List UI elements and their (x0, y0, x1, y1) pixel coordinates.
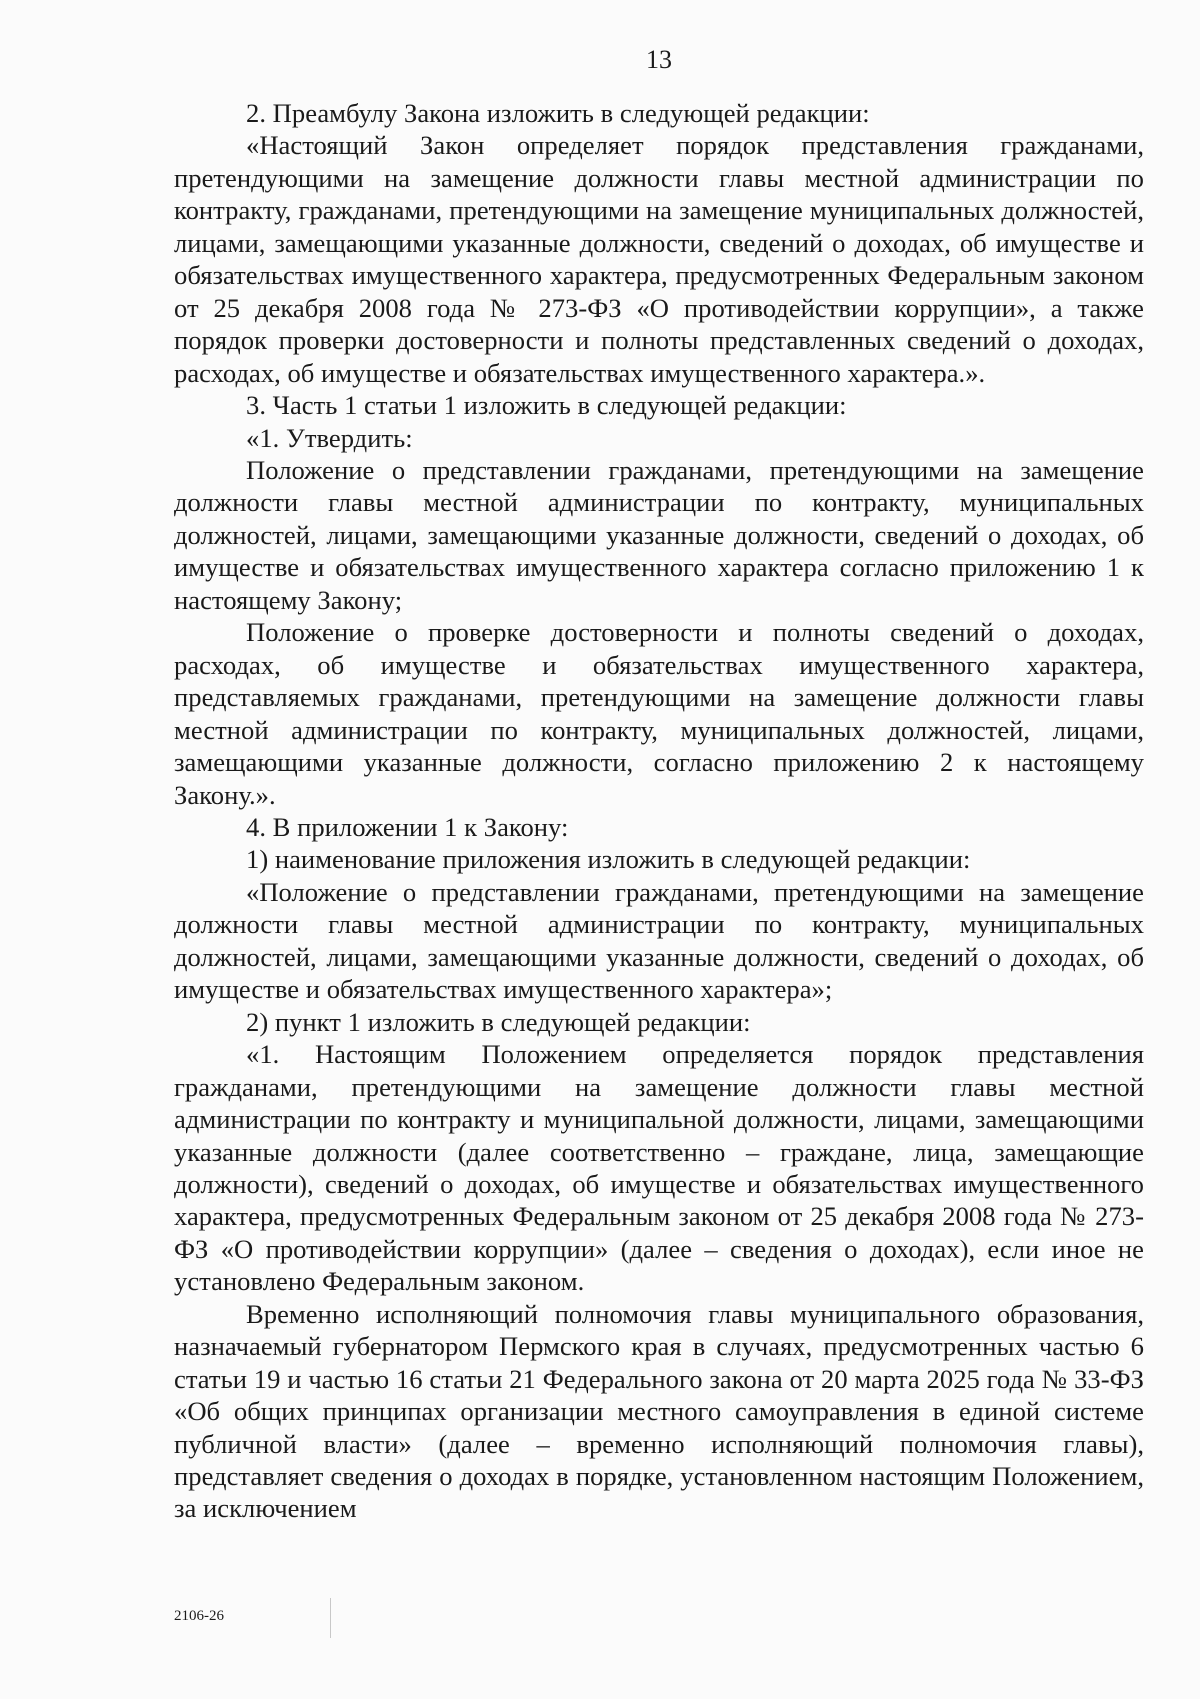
paragraph-preamble-text: «Настоящий Закон определяет порядок представления гражданами, претендующими на замещение должности главы местной администрации по контракту, гражданами, претендующими на замещение муниципальных должностей, лицами, замещающими указанные должности, сведений о доходах, об имуществе и обязательствах имущественного характера, предусмотренных Федеральным законом от 25 декабря 2008 года № 273-ФЗ «О противодействии коррупции», а также порядок проверки достоверности и полноты представленных сведений о доходах, расходах, об имуществе и обязательствах имущественного характера.». (174, 130, 1144, 388)
paragraph-regulation-2: Положение о проверке достоверности и полноты сведений о доходах, расходах, об имуществе и обязательствах имущественного характера, представляемых гражданами, претендующими на замещение должности главы местной администрации по контракту, муниципальных должностей, лицами, замещающими указанные должности, согласно приложению 2 к настоящему Закону.». (174, 617, 1144, 810)
paragraph-subitem-2: 2) пункт 1 изложить в следующей редакции: (246, 1006, 751, 1037)
footer-document-code: 2106-26 (174, 1608, 224, 1624)
paragraph-item-4-heading: 4. В приложении 1 к Закону: (246, 811, 569, 842)
document-body (174, 97, 1144, 1525)
paragraph-appendix-title: «Положение о представлении гражданами, претендующими на замещение должности главы местной администрации по контракту, муниципальных должностей, лицами, замещающими указанные должности, сведений о доходах, об имуществе и обязательствах имущественного характера»; (174, 876, 1144, 1005)
paragraph-acting-head: Временно исполняющий полномочия главы муниципального образования, назначаемый губернатором Пермского края в случаях, предусмотренных частью 6 статьи 19 и частью 16 статьи 21 Федерального закона от 20 марта 2025 года № 33-ФЗ «Об общих принципах организации местного самоуправления в единой системе публичной власти» (далее – временно исполняющий полномочия главы), представляет сведения о доходах в порядке, установленном настоящим Положением, за исключением (174, 1298, 1144, 1524)
page-number: 13 (646, 45, 672, 74)
paragraph-item-3-heading: 3. Часть 1 статьи 1 изложить в следующей редакции: (246, 390, 847, 421)
paragraph-regulation-1: Положение о представлении гражданами, претендующими на замещение должности главы местной администрации по контракту, муниципальных должностей, лицами, замещающими указанные должности, сведений о доходах, об имуществе и обязательствах имущественного характера согласно приложению 1 к настоящему Закону; (174, 454, 1144, 615)
paragraph-approve: «1. Утвердить: (246, 422, 413, 453)
paragraph-clause-1: «1. Настоящим Положением определяется порядок представления гражданами, претендующими на замещение должности главы местной администрации по контракту и муниципальной должности, лицами, замещающими указанные должности (далее соответственно – граждане, лица, замещающие должности), сведений о доходах, об имуществе и обязательствах имущественного характера, предусмотренных Федеральным законом от 25 декабря 2008 года № 273-ФЗ «О противодействии коррупции» (далее – сведения о доходах), если иное не установлено Федеральным законом. (174, 1039, 1144, 1297)
paragraph-subitem-1: 1) наименование приложения изложить в следующей редакции: (246, 844, 971, 875)
paragraph-item-2-heading: 2. Преамбулу Закона изложить в следующей редакции: (246, 98, 870, 128)
scan-artifact-line (330, 1598, 331, 1638)
